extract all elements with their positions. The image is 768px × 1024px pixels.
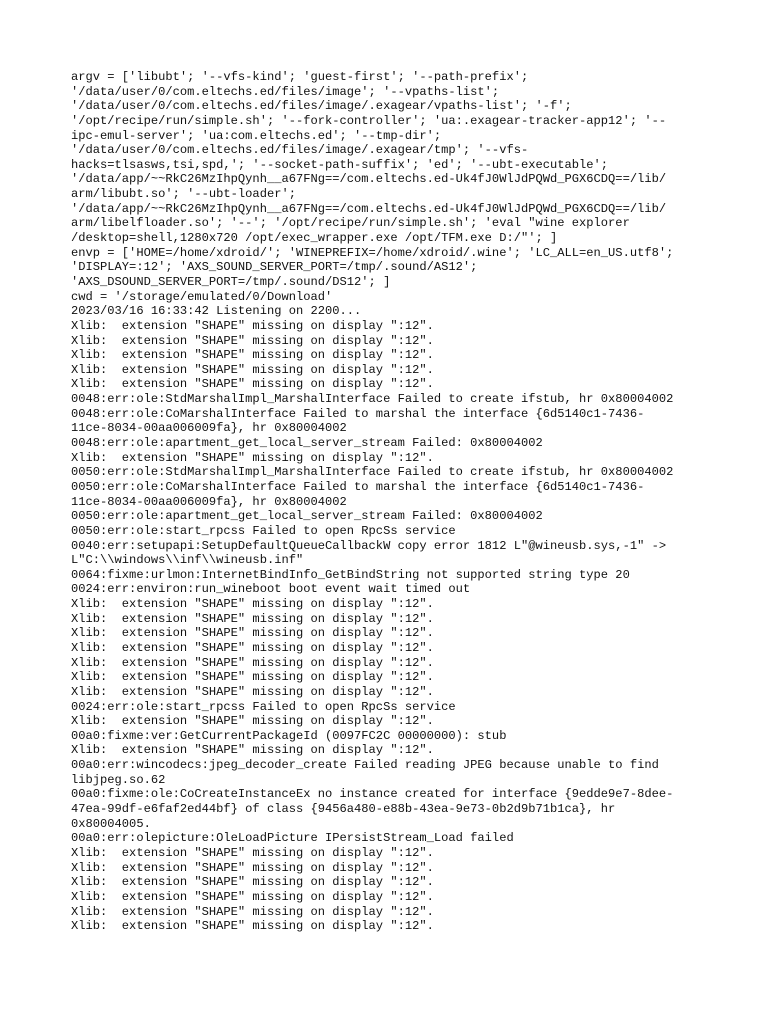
log-line: '/data/user/0/com.eltechs.ed/files/image'; '--vpaths-list'; xyxy=(71,84,500,99)
log-line: hacks=tlsasws,tsi,spd,'; '--socket-path-suffix'; 'ed'; '--ubt-executable'; xyxy=(71,157,609,172)
log-line: '/data/user/0/com.eltechs.ed/files/image/.exagear/tmp'; '--vfs- xyxy=(71,143,529,158)
log-line: 0064:fixme:urlmon:InternetBindInfo_GetBindString not supported string type 20 xyxy=(71,567,630,582)
log-line: /desktop=shell,1280x720 /opt/exec_wrapper.exe /opt/TFM.exe D:/"'; ] xyxy=(71,231,558,246)
log-line: 47ea-99df-e6faf2ed44bf} of class {9456a480-e88b-43ea-9e73-0b2d9b71b1ca}, hr xyxy=(71,802,616,817)
log-line: 0024:err:environ:run_wineboot boot event wait timed out xyxy=(71,582,471,597)
log-line: Xlib: extension "SHAPE" missing on display ":12". xyxy=(71,377,434,392)
log-line: 11ce-8034-00aa006009fa}, hr 0x80004002 xyxy=(71,494,347,509)
log-line: Xlib: extension "SHAPE" missing on display ":12". xyxy=(71,626,434,641)
log-line: 'DISPLAY=:12'; 'AXS_SOUND_SERVER_PORT=/tmp/.sound/AS12'; xyxy=(71,260,478,275)
log-line: 11ce-8034-00aa006009fa}, hr 0x80004002 xyxy=(71,421,347,436)
log-line: 00a0:err:wincodecs:jpeg_decoder_create Failed reading JPEG because unable to find xyxy=(71,758,659,773)
log-line: 2023/03/16 16:33:42 Listening on 2200... xyxy=(71,304,362,319)
log-line: Xlib: extension "SHAPE" missing on display ":12". xyxy=(71,611,434,626)
log-line: ipc-emul-server'; 'ua:com.eltechs.ed'; '--tmp-dir'; xyxy=(71,128,442,143)
log-line: arm/libelfloader.so'; '--'; '/opt/recipe/run/simple.sh'; 'eval "wine explorer xyxy=(71,216,630,231)
log-line: 00a0:fixme:ole:CoCreateInstanceEx no instance created for interface {9edde9e7-8dee- xyxy=(71,787,674,802)
log-line: 0024:err:ole:start_rpcss Failed to open RpcSs service xyxy=(71,699,456,714)
log-output xyxy=(71,70,751,934)
log-line: Xlib: extension "SHAPE" missing on display ":12". xyxy=(71,904,434,919)
log-line: 0050:err:ole:StdMarshalImpl_MarshalInterface Failed to create ifstub, hr 0x80004002 xyxy=(71,465,674,480)
log-line: 0040:err:setupapi:SetupDefaultQueueCallbackW copy error 1812 L"@wineusb.sys,-1" -> xyxy=(71,538,667,553)
log-line: 0048:err:ole:StdMarshalImpl_MarshalInterface Failed to create ifstub, hr 0x80004002 xyxy=(71,392,674,407)
log-line: envp = ['HOME=/home/xdroid/'; 'WINEPREFIX=/home/xdroid/.wine'; 'LC_ALL=en_US.utf8'; xyxy=(71,245,674,260)
log-line: '/data/app/~~RkC26MzIhpQynh__a67FNg==/com.eltechs.ed-Uk4fJ0WlJdPQWd_PGX6CDQ==/lib/ xyxy=(71,172,667,187)
log-line: Xlib: extension "SHAPE" missing on display ":12". xyxy=(71,684,434,699)
log-line: Xlib: extension "SHAPE" missing on display ":12". xyxy=(71,450,434,465)
log-line: 0x80004005. xyxy=(71,816,151,831)
log-line: Xlib: extension "SHAPE" missing on display ":12". xyxy=(71,670,434,685)
log-line: Xlib: extension "SHAPE" missing on display ":12". xyxy=(71,655,434,670)
log-line: Xlib: extension "SHAPE" missing on display ":12". xyxy=(71,889,434,904)
log-line: Xlib: extension "SHAPE" missing on display ":12". xyxy=(71,333,434,348)
log-line: 00a0:fixme:ver:GetCurrentPackageId (0097FC2C 00000000): stub xyxy=(71,728,507,743)
log-line: Xlib: extension "SHAPE" missing on display ":12". xyxy=(71,919,434,934)
log-line: Xlib: extension "SHAPE" missing on display ":12". xyxy=(71,875,434,890)
log-line: 0048:err:ole:CoMarshalInterface Failed to marshal the interface {6d5140c1-7436- xyxy=(71,406,645,421)
log-line: Xlib: extension "SHAPE" missing on display ":12". xyxy=(71,597,434,612)
log-line: L"C:\\windows\\inf\\wineusb.inf" xyxy=(71,553,304,568)
log-line: Xlib: extension "SHAPE" missing on display ":12". xyxy=(71,743,434,758)
log-line: 0050:err:ole:apartment_get_local_server_stream Failed: 0x80004002 xyxy=(71,509,543,524)
log-line: Xlib: extension "SHAPE" missing on display ":12". xyxy=(71,845,434,860)
log-line: '/opt/recipe/run/simple.sh'; '--fork-controller'; 'ua:.exagear-tracker-app12'; '-- xyxy=(71,113,667,128)
log-line: Xlib: extension "SHAPE" missing on display ":12". xyxy=(71,362,434,377)
log-line: Xlib: extension "SHAPE" missing on display ":12". xyxy=(71,714,434,729)
log-line: 0048:err:ole:apartment_get_local_server_stream Failed: 0x80004002 xyxy=(71,436,543,451)
log-line: 0050:err:ole:start_rpcss Failed to open RpcSs service xyxy=(71,523,456,538)
log-line: 0050:err:ole:CoMarshalInterface Failed to marshal the interface {6d5140c1-7436- xyxy=(71,479,645,494)
log-line: Xlib: extension "SHAPE" missing on display ":12". xyxy=(71,860,434,875)
log-line: arm/libubt.so'; '--ubt-loader'; xyxy=(71,187,296,202)
log-line: Xlib: extension "SHAPE" missing on display ":12". xyxy=(71,318,434,333)
log-line: Xlib: extension "SHAPE" missing on display ":12". xyxy=(71,640,434,655)
log-line: 00a0:err:olepicture:OleLoadPicture IPersistStream_Load failed xyxy=(71,831,514,846)
log-line: '/data/user/0/com.eltechs.ed/files/image/.exagear/vpaths-list'; '-f'; xyxy=(71,99,572,114)
log-line: 'AXS_DSOUND_SERVER_PORT=/tmp/.sound/DS12'; ] xyxy=(71,274,391,289)
log-line: cwd = '/storage/emulated/0/Download' xyxy=(71,289,333,304)
log-line: libjpeg.so.62 xyxy=(71,772,166,787)
log-line: '/data/app/~~RkC26MzIhpQynh__a67FNg==/com.eltechs.ed-Uk4fJ0WlJdPQWd_PGX6CDQ==/lib/ xyxy=(71,201,667,216)
log-line: Xlib: extension "SHAPE" missing on display ":12". xyxy=(71,348,434,363)
log-line: argv = ['libubt'; '--vfs-kind'; 'guest-first'; '--path-prefix'; xyxy=(71,70,529,84)
